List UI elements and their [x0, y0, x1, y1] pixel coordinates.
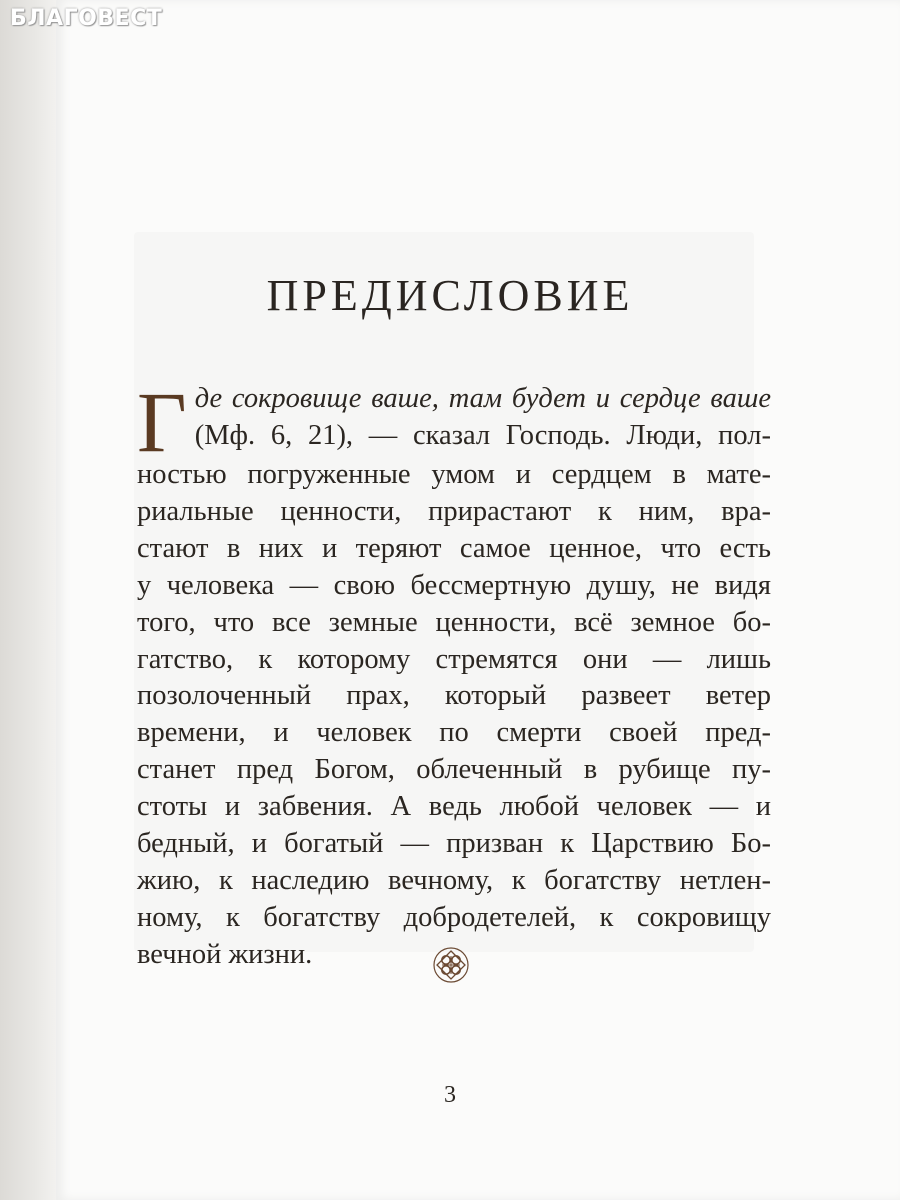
text-line: вечной жизни.	[137, 938, 313, 970]
text-line: того, что все земные ценности, всё земное бо-	[137, 606, 771, 638]
text-line: ностью погруженные умом и сердцем в мате-	[137, 459, 771, 490]
text-line: станет пред Богом, облеченный в рубище пу-	[137, 754, 771, 786]
preface-text	[137, 374, 771, 974]
text-line: ному, к богатству добродетелей, к сокровищу	[137, 901, 771, 933]
text-line: у человека — свою бессмертную душу, не видя	[137, 569, 771, 601]
text-line: де сокровище ваше, там будет и сердце ваше	[194, 383, 771, 414]
text-line: стоты и забвения. А ведь любой человек — и	[137, 791, 771, 823]
watermark: БЛАГОВЕСТ	[10, 6, 163, 31]
knot-ornament-icon	[431, 945, 471, 985]
text-line: позолоченный прах, который развеет ветер	[137, 680, 771, 712]
page-title: ПРЕДИСЛОВИЕ	[266, 271, 634, 320]
page-number: 3	[444, 1082, 456, 1108]
text-line: (Мф. 6, 21), — сказал Господь. Люди, пол-	[194, 419, 771, 451]
text-line: стают в них и теряют самое ценное, что есть	[137, 532, 771, 564]
text-line: времени, и человек по смерти своей пред-	[137, 717, 771, 749]
book-spine	[0, 0, 60, 1200]
text-line: риальные ценности, прирастают к ним, вра-	[137, 495, 771, 527]
drop-cap: Г	[137, 374, 187, 470]
text-line: бедный, и богатый — призван к Царствию Бо-	[137, 828, 771, 860]
text-line: гатство, к которому стремятся они — лишь	[137, 643, 771, 675]
text-line: жию, к наследию вечному, к богатству нетлен-	[137, 864, 771, 896]
